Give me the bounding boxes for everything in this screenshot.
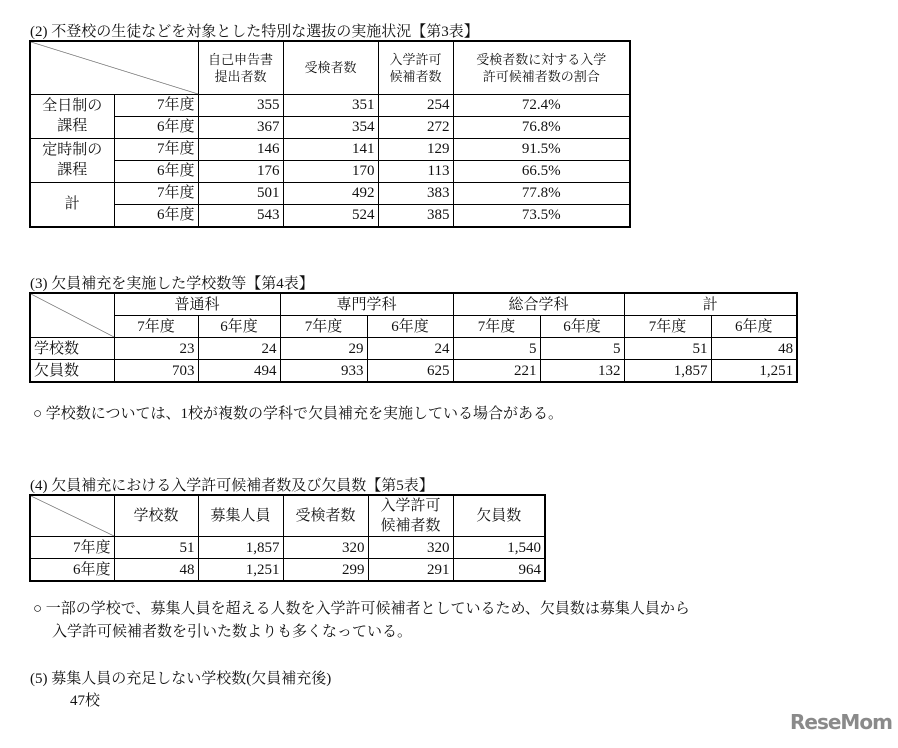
section3-note: ○ 学校数については、1校が複数の学科で欠員補充を実施している場合がある。 (33, 406, 564, 422)
table-row (30, 160, 630, 182)
value-cell: 48 (711, 338, 797, 360)
row-group-label: 定時制の 課程 (30, 138, 114, 182)
column-header: 募集人員 (198, 495, 283, 537)
value-cell: 501 (198, 182, 283, 204)
row-group-label: 全日制の 課程 (30, 94, 114, 138)
year-label: 7年度 (114, 94, 198, 116)
value-cell: 221 (453, 360, 540, 383)
year-header: 7年度 (280, 316, 367, 338)
column-header: 入学許可 候補者数 (368, 495, 453, 537)
value-cell: 51 (114, 537, 198, 559)
value-cell: 132 (540, 360, 624, 383)
value-cell: 1,540 (453, 537, 545, 559)
year-header: 6年度 (367, 316, 453, 338)
table-row (30, 360, 797, 383)
year-label: 7年度 (114, 182, 198, 204)
column-header: 受検者数 (283, 41, 378, 94)
year-header: 6年度 (540, 316, 624, 338)
column-group-header: 専門学科 (280, 293, 453, 316)
column-header: 自己申告書 提出者数 (198, 41, 283, 94)
table-row (30, 204, 630, 227)
value-cell: 355 (198, 94, 283, 116)
column-header: 学校数 (114, 495, 198, 537)
section5-value: 47校 (70, 693, 101, 709)
resemom-logo: ReseMom (790, 710, 892, 734)
value-cell: 77.8% (453, 182, 630, 204)
year-label: 6年度 (114, 116, 198, 138)
section4-title: (4) 欠員補充における入学許可候補者数及び欠員数【第5表】 (30, 478, 434, 494)
header-row (30, 41, 630, 94)
value-cell: 176 (198, 160, 283, 182)
diagonal-corner-cell (30, 495, 114, 537)
year-label: 7年度 (114, 138, 198, 160)
value-cell: 129 (378, 138, 453, 160)
year-header: 6年度 (711, 316, 797, 338)
column-header: 入学許可 候補者数 (378, 41, 453, 94)
value-cell: 1,857 (624, 360, 711, 383)
value-cell: 1,857 (198, 537, 283, 559)
diagonal-corner-cell (30, 293, 114, 338)
diagonal-corner-cell (30, 41, 198, 94)
column-group-header: 総合学科 (453, 293, 624, 316)
value-cell: 367 (198, 116, 283, 138)
value-cell: 1,251 (198, 559, 283, 582)
value-cell: 24 (367, 338, 453, 360)
table-row (30, 537, 545, 559)
table-row (30, 338, 797, 360)
value-cell: 5 (453, 338, 540, 360)
year-label: 6年度 (114, 204, 198, 227)
value-cell: 320 (283, 537, 368, 559)
year-header: 7年度 (114, 316, 198, 338)
value-cell: 1,251 (711, 360, 797, 383)
value-cell: 494 (198, 360, 280, 383)
year-header: 7年度 (453, 316, 540, 338)
value-cell: 73.5% (453, 204, 630, 227)
section4-note-line2: 入学許可候補者数を引いた数よりも多くなっている。 (52, 624, 413, 640)
table-3-special-selection (29, 40, 631, 228)
year-label: 7年度 (30, 537, 114, 559)
header-row (30, 495, 545, 537)
value-cell: 48 (114, 559, 198, 582)
value-cell: 543 (198, 204, 283, 227)
section3-title: (3) 欠員補充を実施した学校数等【第4表】 (30, 276, 314, 292)
table-row (30, 116, 630, 138)
value-cell: 492 (283, 182, 378, 204)
value-cell: 24 (198, 338, 280, 360)
column-header: 受検者数 (283, 495, 368, 537)
value-cell: 23 (114, 338, 198, 360)
value-cell: 299 (283, 559, 368, 582)
table-row (30, 182, 630, 204)
row-group-label: 計 (30, 182, 114, 227)
table-5-vacancy-candidates (29, 494, 546, 582)
year-label: 6年度 (114, 160, 198, 182)
row-label: 欠員数 (30, 360, 114, 383)
value-cell: 51 (624, 338, 711, 360)
value-cell: 272 (378, 116, 453, 138)
value-cell: 320 (368, 537, 453, 559)
column-header: 欠員数 (453, 495, 545, 537)
value-cell: 91.5% (453, 138, 630, 160)
table-row (30, 94, 630, 116)
value-cell: 5 (540, 338, 624, 360)
value-cell: 76.8% (453, 116, 630, 138)
value-cell: 113 (378, 160, 453, 182)
value-cell: 66.5% (453, 160, 630, 182)
section5-title: (5) 募集人員の充足しない学校数(欠員補充後) (30, 671, 332, 687)
column-group-header: 普通科 (114, 293, 280, 316)
header-row (30, 316, 797, 338)
value-cell: 383 (378, 182, 453, 204)
value-cell: 964 (453, 559, 545, 582)
year-header: 6年度 (198, 316, 280, 338)
year-label: 6年度 (30, 559, 114, 582)
value-cell: 29 (280, 338, 367, 360)
column-header: 受検者数に対する入学 許可候補者数の割合 (453, 41, 630, 94)
row-label: 学校数 (30, 338, 114, 360)
value-cell: 170 (283, 160, 378, 182)
value-cell: 703 (114, 360, 198, 383)
value-cell: 254 (378, 94, 453, 116)
value-cell: 146 (198, 138, 283, 160)
column-group-header: 計 (624, 293, 797, 316)
table-row (30, 559, 545, 582)
section2-title: (2) 不登校の生徒などを対象とした特別な選抜の実施状況【第3表】 (30, 24, 479, 40)
value-cell: 385 (378, 204, 453, 227)
section4-note-line1: ○ 一部の学校で、募集人員を超える人数を入学許可候補者としているため、欠員数は募集人員から (33, 601, 690, 617)
value-cell: 291 (368, 559, 453, 582)
value-cell: 625 (367, 360, 453, 383)
value-cell: 72.4% (453, 94, 630, 116)
value-cell: 141 (283, 138, 378, 160)
value-cell: 351 (283, 94, 378, 116)
table-row (30, 138, 630, 160)
value-cell: 524 (283, 204, 378, 227)
value-cell: 354 (283, 116, 378, 138)
table-4-vacancy-schools (29, 292, 798, 383)
header-row (30, 293, 797, 316)
value-cell: 933 (280, 360, 367, 383)
year-header: 7年度 (624, 316, 711, 338)
